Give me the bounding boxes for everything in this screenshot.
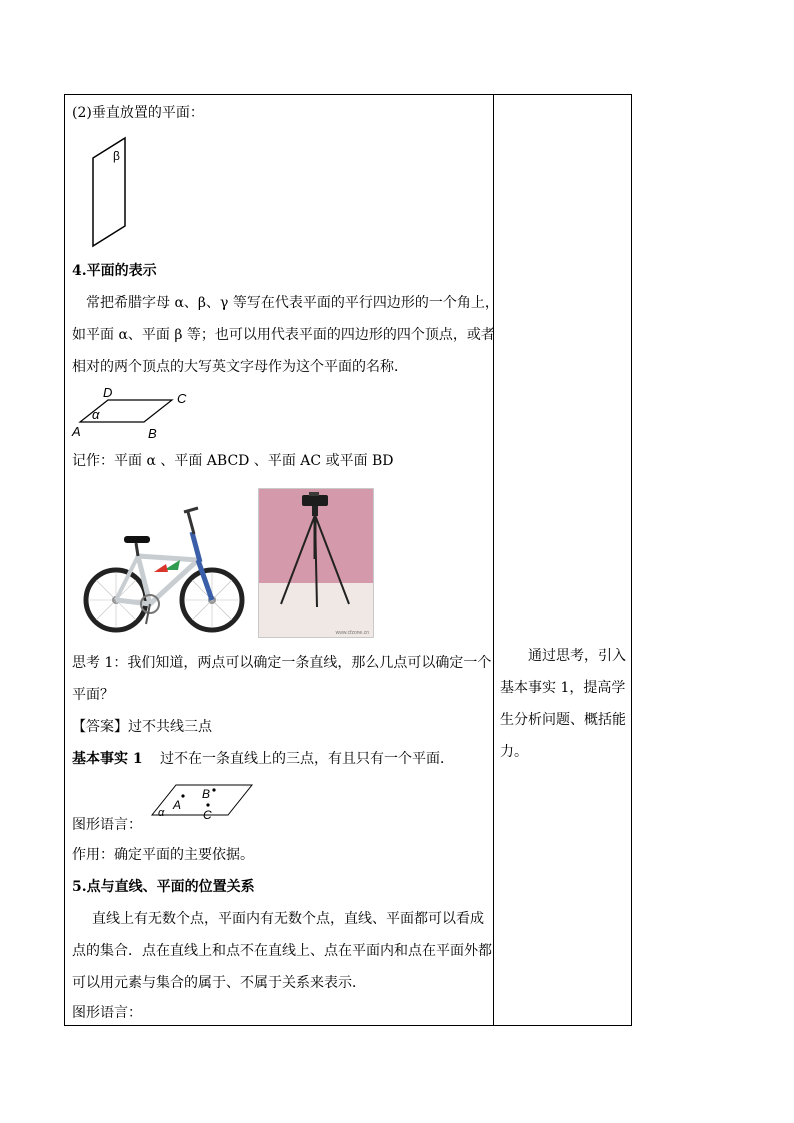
point-c: [206, 803, 209, 806]
section4-title: 4.平面的表示: [72, 263, 157, 279]
photo-credit: www.cfzone.cn: [335, 630, 369, 636]
vertical-plane-title: (2)垂直放置的平面：: [72, 105, 204, 121]
section4-paragraph-line3: 相对的两个顶点的大写英文字母作为这个平面的名称．: [72, 359, 408, 375]
vertex-c-label: C: [177, 391, 187, 406]
figure-language-label-2: 图形语言：: [72, 1005, 142, 1021]
section4-paragraph-line1: 常把希腊字母 α、β、γ 等写在代表平面的平行四边形的一个角上，: [86, 295, 499, 311]
beta-label: β: [113, 149, 120, 163]
column-divider: [493, 95, 494, 1025]
alpha-label: α: [92, 407, 100, 422]
tripod-image: [259, 489, 373, 637]
plane-abcd-figure: [70, 384, 200, 442]
section5-paragraph-line1: 直线上有无数个点，平面内有无数个点，直线、平面都可以看成: [92, 911, 484, 927]
think1-line2: 平面？: [72, 687, 114, 703]
design-intent-line3: 生分析问题、概括能: [500, 712, 626, 728]
three-points-figure: [148, 782, 254, 822]
vertical-plane-figure: [88, 136, 138, 252]
section5-paragraph-line3: 可以用元素与集合的属于、不属于关系来表示．: [72, 975, 366, 991]
design-intent-line4: 力。: [500, 744, 528, 760]
design-intent-line2: 基本事实 1，提高学: [500, 680, 626, 696]
section5-title: 5.点与直线、平面的位置关系: [72, 879, 255, 895]
point-c-label: C: [203, 808, 212, 822]
point-a: [181, 794, 184, 797]
usage-text: 作用：确定平面的主要依据。: [72, 847, 254, 863]
vertex-d-label: D: [103, 385, 113, 400]
vertex-a-label: A: [72, 424, 81, 439]
design-intent-line1: 通过思考，引入: [528, 648, 626, 664]
fact1-alpha-label: α: [158, 807, 165, 819]
fact1-text: 过不在一条直线上的三点，有且只有一个平面．: [160, 751, 454, 767]
vertical-parallelogram: [93, 138, 125, 246]
think1-line1: 思考 1：我们知道，两点可以确定一条直线，那么几点可以确定一个: [72, 655, 492, 671]
fact1-title: 基本事实 1: [72, 751, 143, 767]
point-b-label: B: [202, 787, 211, 801]
tripod-photo: [258, 488, 374, 638]
answer-text: 【答案】过不共线三点: [72, 719, 212, 735]
section5-paragraph-line2: 点的集合．点在直线上和点不在直线上、点在平面内和点在平面外都: [72, 943, 492, 959]
point-b: [212, 788, 215, 791]
design-intent-note: [500, 640, 628, 768]
vertex-b-label: B: [148, 426, 157, 441]
bicycle-image: [80, 500, 246, 636]
notation-text: 记作：平面 α 、平面 ABCD 、平面 AC 或平面 BD: [72, 453, 394, 469]
section4-paragraph-line2: 如平面 α、平面 β 等；也可以用代表平面的四边形的四个顶点，或者: [72, 327, 495, 343]
figure-language-label-1: 图形语言：: [72, 817, 142, 833]
point-a-label: A: [173, 798, 182, 812]
